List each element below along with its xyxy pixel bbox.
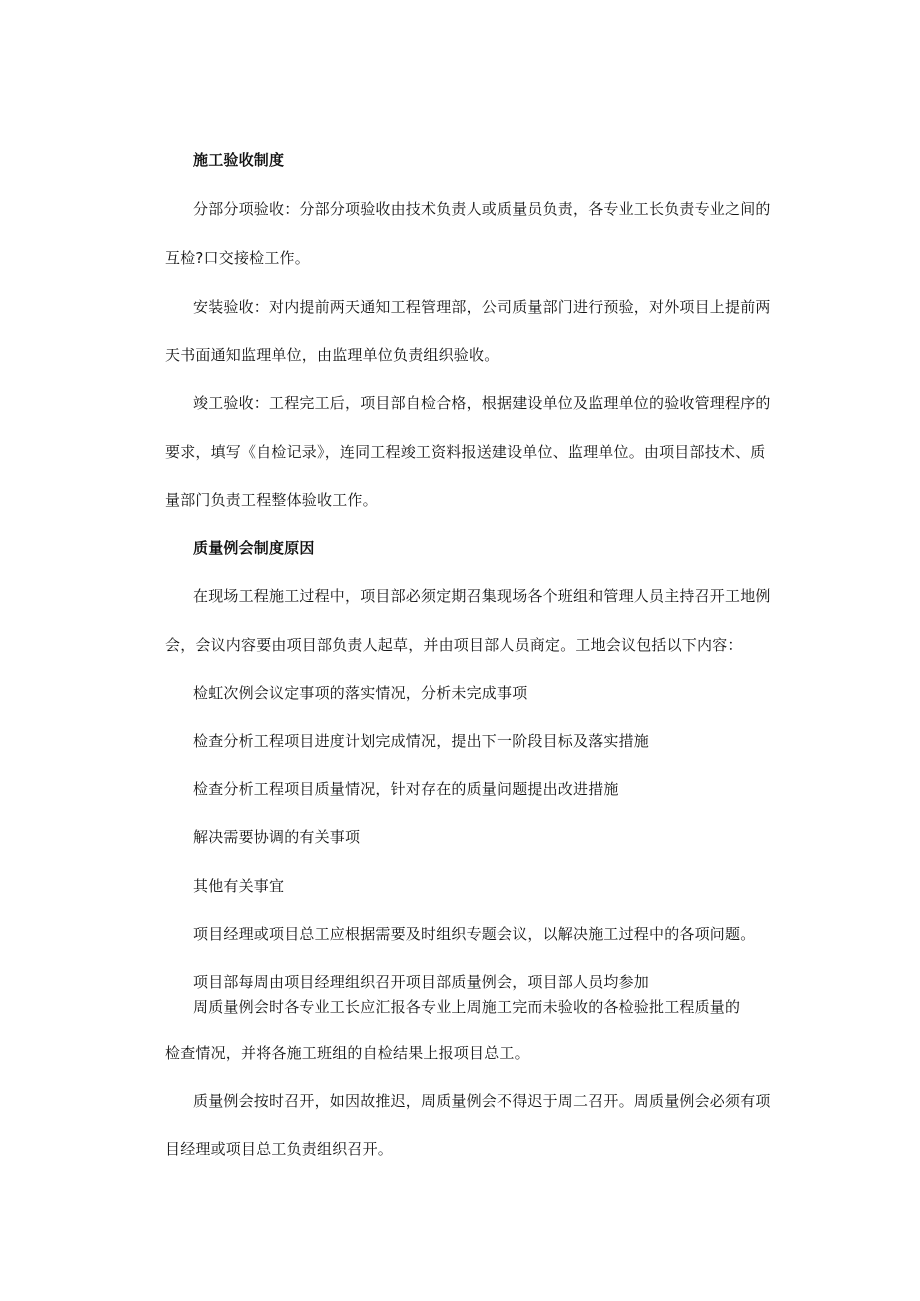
paragraph-line: 分部分项验收：分部分项验收由技术负责人或质量员负责，各专业工长负责专业之间的 [193,200,771,218]
paragraph-line: 项目部每周由项目经理组织召开项目部质量例会，项目部人员均参加 [193,973,650,991]
list-item: 检查分析工程项目质量情况，针对存在的质量问题提出改进措施 [193,780,619,798]
paragraph-line: 目经理或项目总工负责组织召开。 [165,1140,394,1158]
paragraph-line: 量部门负责工程整体验收工作。 [165,491,378,509]
paragraph-line: 检查情况，并将各施工班组的自检结果上报项目总工。 [165,1044,530,1062]
paragraph-line: 在现场工程施工过程中，项目部必须定期召集现场各个班组和管理人员主持召开工地例 [193,587,771,605]
list-item: 检查分析工程项目进度计划完成情况，提出下一阶段目标及落实措施 [193,732,650,750]
paragraph-line: 项目经理或项目总工应根据需要及时组织专题会议，以解决施工过程中的各项问题。 [193,925,756,943]
paragraph-line: 竣工验收：工程完工后，项目部自检合格，根据建设单位及监理单位的验收管理程序的 [193,394,771,412]
paragraph-line: 要求，填写《自检记录》，连同工程竣工资料报送建设单位、监理单位。由项目部技术、质 [165,443,766,461]
list-item: 检虹次例会议定事项的落实情况，分析未完成事项 [193,684,528,702]
paragraph-line: 会，会议内容要由项目部负责人起草，并由项目部人员商定。工地会议包括以下内容： [165,636,743,654]
paragraph-line: 质量例会按时召开，如因故推迟，周质量例会不得迟于周二召开。周质量例会必须有项 [193,1092,771,1110]
paragraph-line: 周质量例会时各专业工长应汇报各专业上周施工完而未验收的各检验批工程质量的 [193,998,741,1016]
section-heading-acceptance: 施工验收制度 [193,151,285,169]
section-heading-meeting: 质量例会制度原因 [193,539,315,557]
paragraph-line: 互检?口交接检工作。 [165,249,310,267]
paragraph-line: 天书面通知监理单位，由监理单位负责组织验收。 [165,346,500,364]
list-item: 解决需要协调的有关事项 [193,828,361,846]
paragraph-line: 安装验收：对内提前两天通知工程管理部，公司质量部门进行预验，对外项目上提前两 [193,298,771,316]
list-item: 其他有关事宜 [193,877,285,895]
